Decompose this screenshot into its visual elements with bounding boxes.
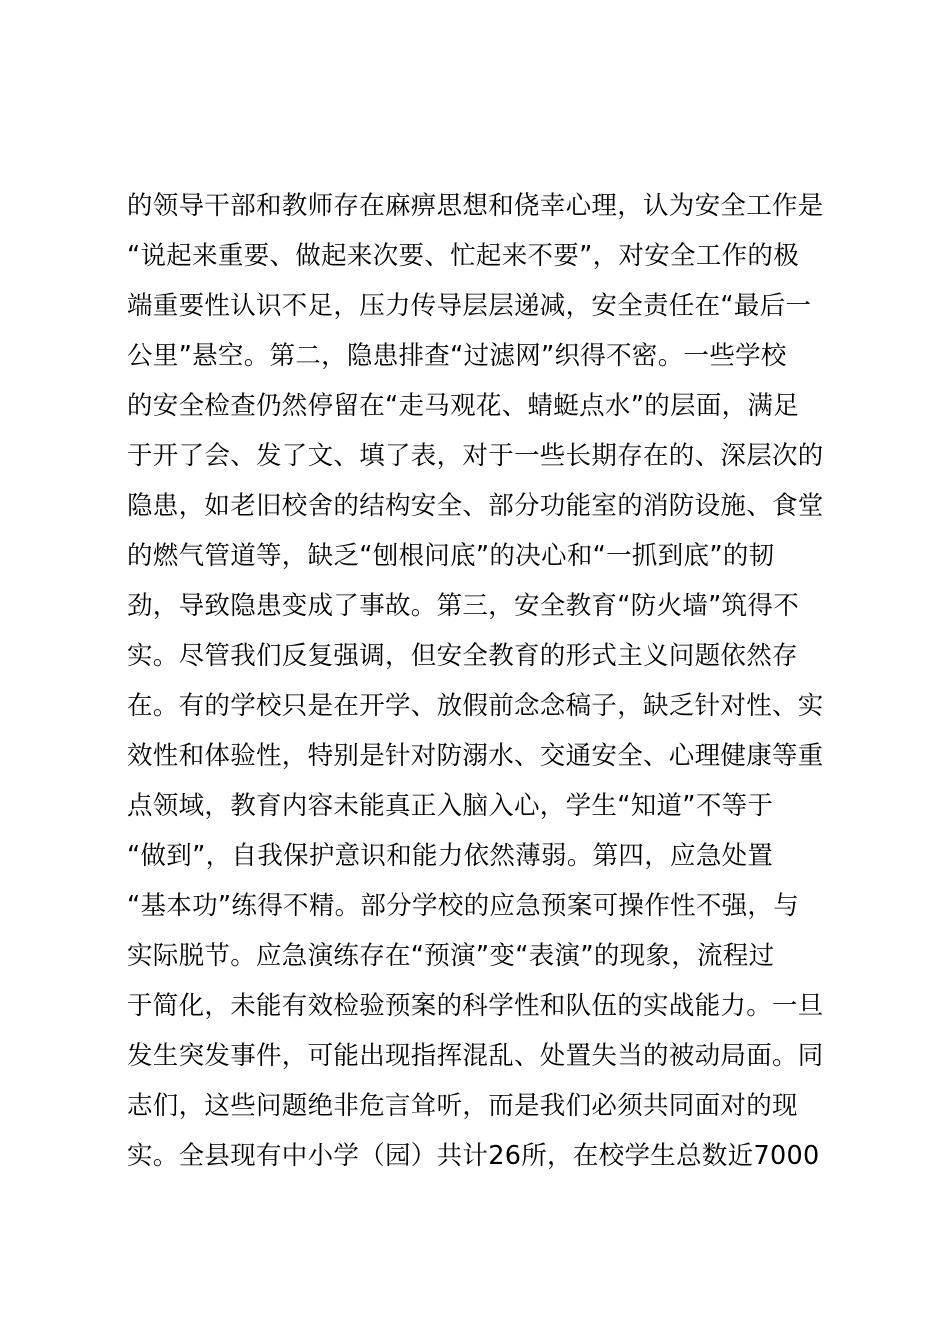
text-line: 隐患，如老旧校舍的结构安全、部分功能室的消防设施、食堂	[127, 491, 824, 521]
text-line: “说起来重要、做起来次要、忙起来不要”，对安全工作的极	[127, 241, 800, 271]
body-paragraph	[127, 181, 837, 1181]
text-line: “基本功”练得不精。部分学校的应急预案可操作性不强，与	[127, 891, 800, 921]
text-line: 实。尽管我们反复强调，但安全教育的形式主义问题依然存	[127, 641, 798, 671]
text-line: 公里”悬空。第二，隐患排查“过滤网”织得不密。一些学校	[127, 341, 787, 371]
text-line: 点领域，教育内容未能真正入脑入心，学生“知道”不等于	[127, 791, 774, 821]
text-line: 劲，导致隐患变成了事故。第三，安全教育“防火墙”筑得不	[127, 591, 800, 621]
text-line: 的领导干部和教师存在麻痹思想和侥幸心理，认为安全工作是	[127, 191, 824, 221]
text-line: 端重要性认识不足，压力传导层层递减，安全责任在“最后一	[127, 291, 812, 321]
text-line: 于开了会、发了文、填了表，对于一些长期存在的、深层次的	[127, 441, 824, 471]
text-line: 效性和体验性，特别是针对防溺水、交通安全、心理健康等重	[127, 741, 824, 771]
text-line: 发生突发事件，可能出现指挥混乱、处置失当的被动局面。同	[127, 1041, 824, 1071]
text-line: 在。有的学校只是在开学、放假前念念稿子，缺乏针对性、实	[127, 691, 824, 721]
text-line: 志们，这些问题绝非危言耸听，而是我们必须共同面对的现	[127, 1091, 798, 1121]
text-line: 实。全县现有中小学（园）共计26所，在校学生总数近7000	[127, 1141, 820, 1171]
text-line: 的安全检查仍然停留在“走马观花、蜻蜓点水”的层面，满足	[127, 391, 800, 421]
text-line: “做到”，自我保护意识和能力依然薄弱。第四，应急处置	[127, 841, 774, 871]
text-line: 于简化，未能有效检验预案的科学性和队伍的实战能力。一旦	[127, 991, 824, 1021]
text-line: 实际脱节。应急演练存在“预演”变“表演”的现象，流程过	[127, 941, 775, 971]
text-line: 的燃气管道等，缺乏“刨根问底”的决心和“一抓到底”的韧	[127, 541, 775, 571]
